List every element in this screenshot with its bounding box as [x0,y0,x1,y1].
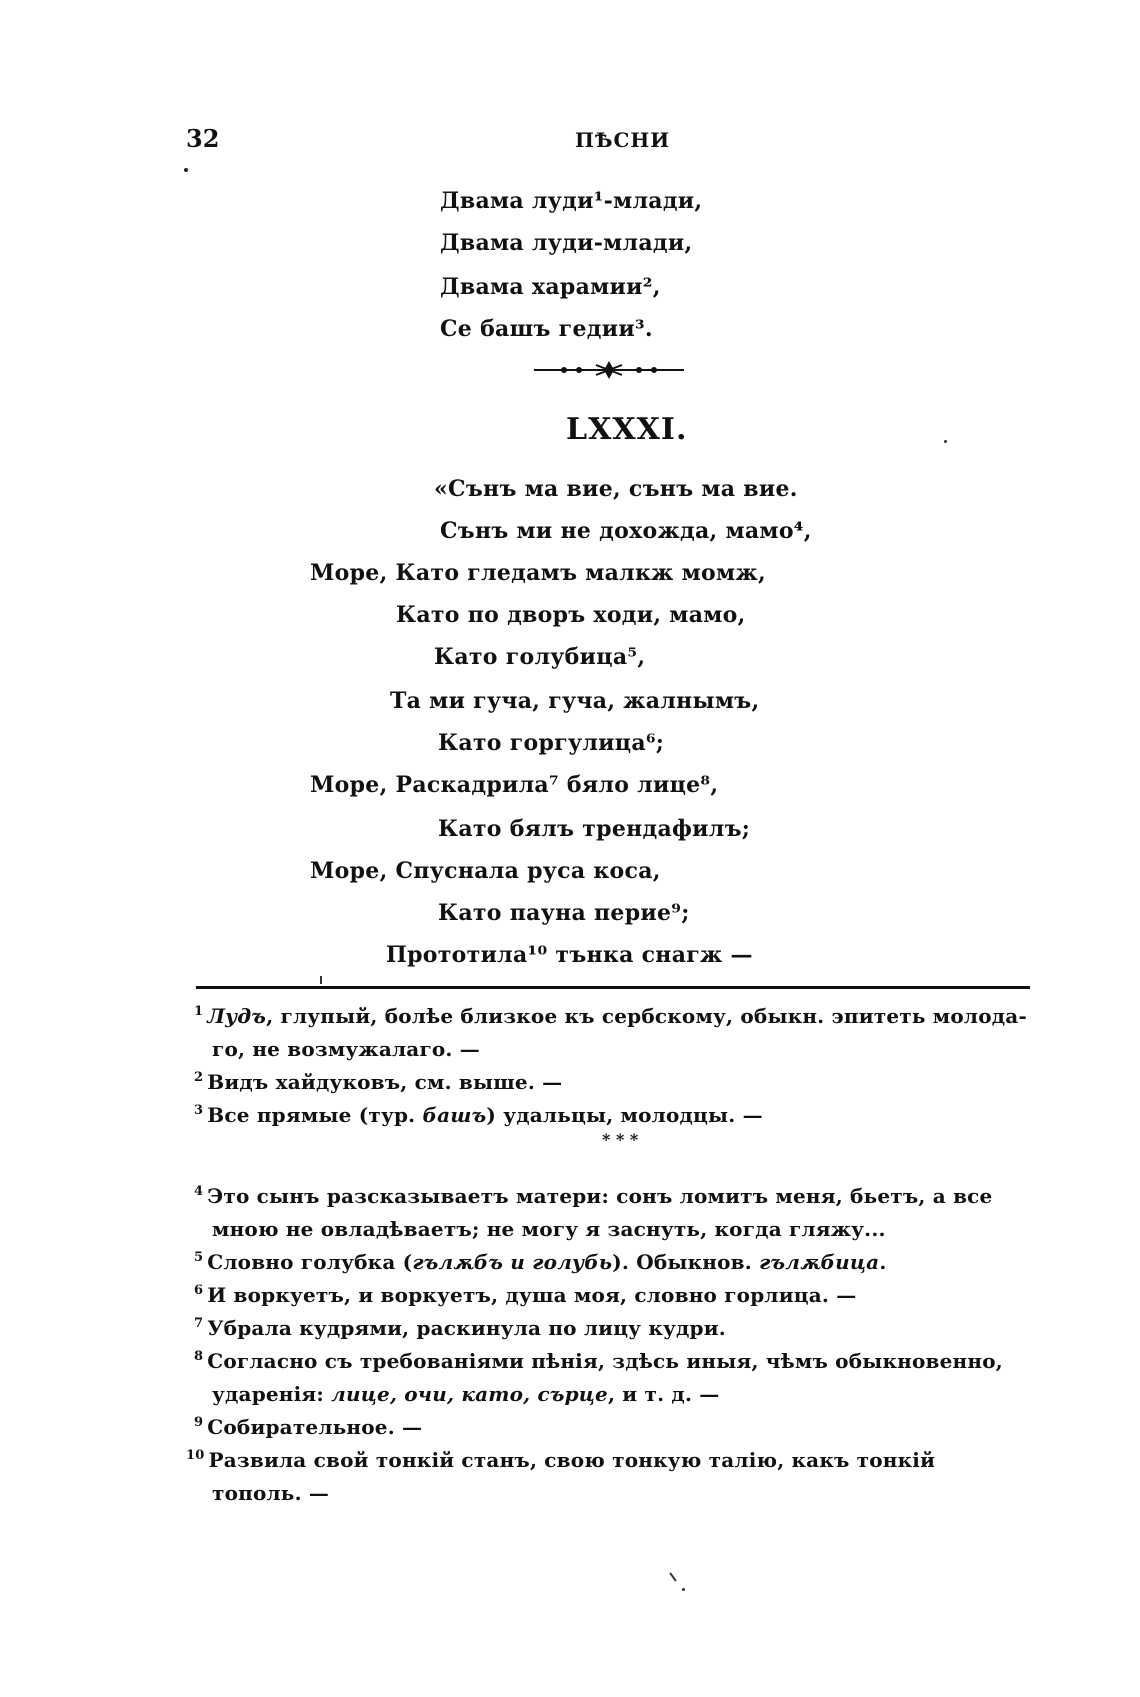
poem-line: Като по дворъ ходи, мамо, [396,602,746,628]
footnote-text: И воркуетъ, и воркуетъ, душа моя, словно горлица. — [207,1283,857,1307]
poem-line: Като бялъ трендафилъ; [438,816,751,842]
print-speck [682,1588,685,1591]
footnote-7 [194,1316,726,1340]
print-speck [944,440,947,443]
footnote-1-continued: го, не возмужалаго. — [212,1037,480,1061]
footnote-8-continued [212,1382,719,1406]
footnote-10-continued: тополь. — [212,1481,330,1505]
poem-line: Море, Раскадрила⁷ бяло лице⁸, [310,772,719,798]
footnote-text: , и т. д. — [607,1382,720,1406]
poem-line: Сънъ ми не дохожда, мамо⁴, [440,518,812,544]
footnote-text: Согласно съ требованіями пѣнія, здѣсь иныя, чѣмъ обыкновенно, [207,1349,1003,1373]
print-speck [184,168,188,172]
footnote-number: 5 [194,1250,204,1265]
footnote-number: 10 [186,1448,205,1463]
footnote-number: 3 [194,1103,204,1118]
footnote-rule [196,986,1030,989]
footnote-term: гълѫбъ и голубь [412,1250,613,1274]
footnote-number: 9 [194,1415,204,1430]
poem-line: Прототила¹⁰ тънка снагж — [386,942,753,968]
footnote-text: Все прямые (тур. [207,1103,423,1127]
page-number: 32 [186,124,220,153]
footnote-term: башъ [422,1103,487,1127]
poem-line: Като голубица⁵, [434,644,646,670]
footnote-number: 6 [194,1283,204,1298]
footnote-term: Лудъ [207,1004,267,1028]
running-title: ПѢСНИ [575,128,671,152]
poem-line: Като пауна перие⁹; [438,900,690,926]
footnote-number: 1 [194,1004,204,1019]
footnote-text: ударенія: [212,1382,332,1406]
footnote-number: 7 [194,1316,204,1331]
verse-line: Се башъ гедии³. [440,316,653,342]
footnote-text: Развила свой тонкій станъ, свою тонкую талію, какъ тонкій [208,1448,936,1472]
verse-line: Двама луди-млади, [440,230,693,256]
footnote-1 [194,1004,1027,1028]
footnote-number: 2 [194,1070,204,1085]
footnote-4-continued: мною не овладѣваетъ; не могу я заснуть, когда гляжу... [212,1217,886,1241]
poem-line: «Сънъ ма вие, сънъ ма вие. [434,476,798,502]
footnote-text: , глупый, болѣе близкое къ сербскому, обыкн. эпитеть молода- [266,1004,1027,1028]
footnote-term: гълѫбица [759,1250,880,1274]
footnote-text: Собирательное. — [207,1415,423,1439]
footnote-5 [194,1250,886,1274]
footnote-10 [186,1448,935,1472]
footnote-text: Это сынъ разсказываетъ матери: сонъ ломитъ меня, бьетъ, а все [207,1184,993,1208]
poem-line: Като горгулица⁶; [438,730,665,756]
poem-line: Море, Като гледамъ малкж момж, [310,560,766,586]
footnote-6 [194,1283,856,1307]
footnote-number: 4 [194,1184,204,1199]
footnote-2 [194,1070,562,1094]
footnote-text: Видъ хайдуковъ, см. выше. — [207,1070,563,1094]
footnote-text: Убрала кудрями, раскинула по лицу кудри. [207,1316,726,1340]
footnote-number: 8 [194,1349,204,1364]
poem-line: Та ми гуча, гуча, жалнымъ, [390,688,760,714]
ornamental-divider-icon [534,360,684,380]
footnote-text: ). Обыкнов. [612,1250,760,1274]
footnote-text: ) удальцы, молодцы. — [486,1103,763,1127]
footnote-text: . [879,1250,887,1274]
print-speck [669,1572,676,1581]
print-speck [320,976,322,984]
footnote-term: лице, очи, като, сърце [331,1382,608,1406]
footnote-text: Словно голубка ( [207,1250,413,1274]
poem-line: Море, Спуснала руса коса, [310,858,661,884]
section-title: LXXXI. [566,412,688,447]
footnote-3 [194,1103,763,1127]
section-separator-stars: * * * [602,1130,639,1149]
verse-line: Двама харамии², [440,274,661,300]
verse-line: Двама луди¹-млади, [440,188,703,214]
footnote-9 [194,1415,422,1439]
footnote-8 [194,1349,1003,1373]
footnote-4 [194,1184,992,1208]
